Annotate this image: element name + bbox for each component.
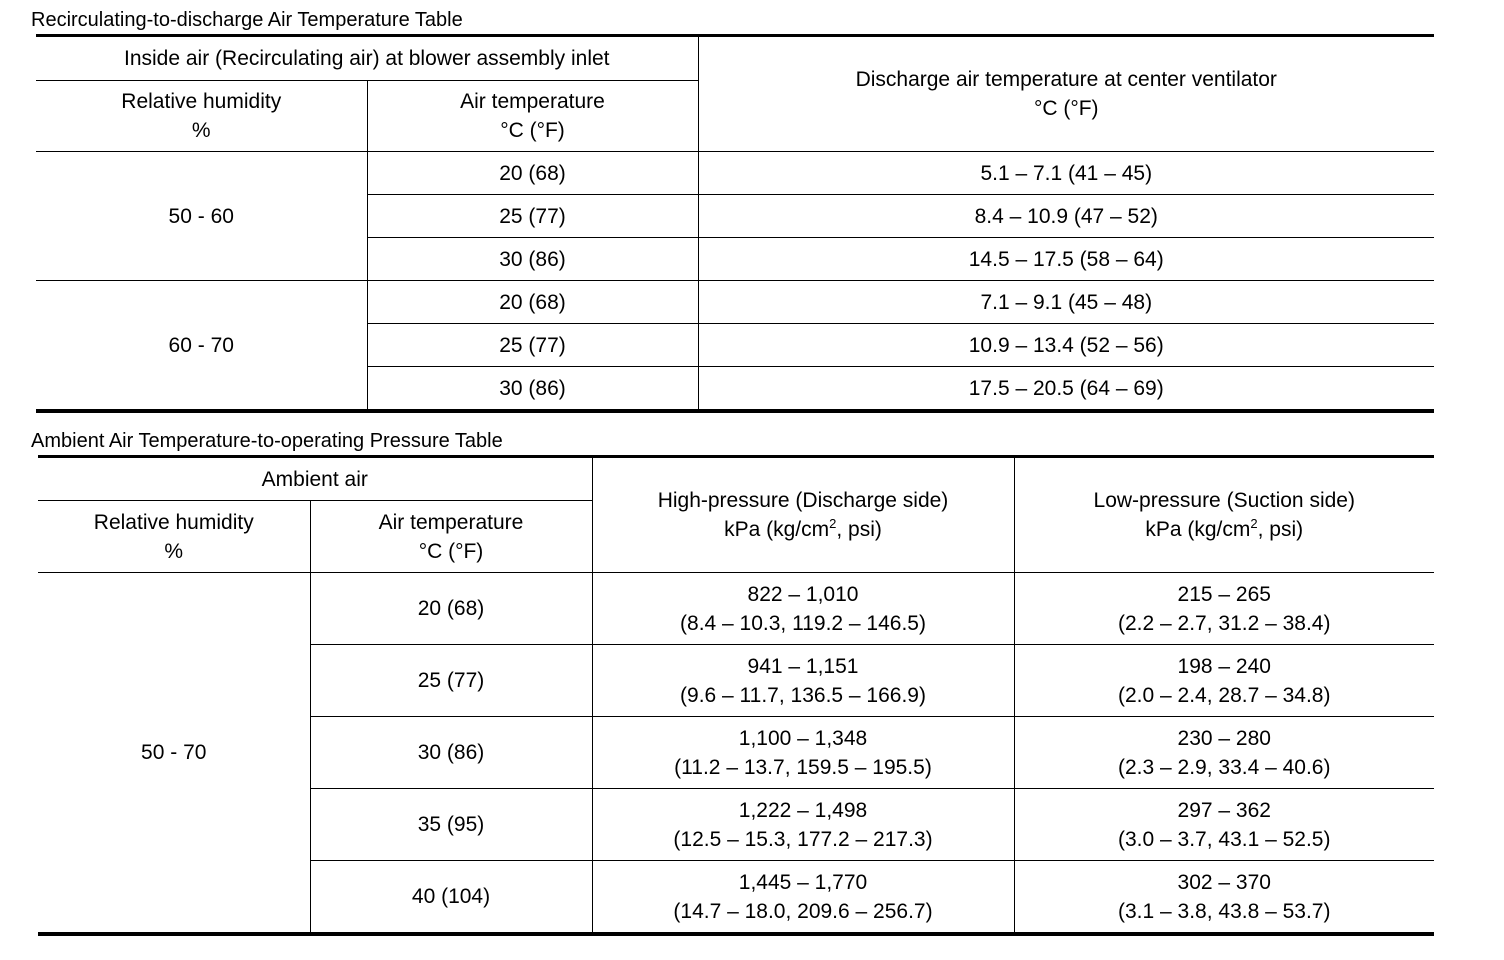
high-pressure-cell: 822 – 1,010 (8.4 – 10.3, 119.2 – 146.5)	[592, 573, 1014, 645]
rh-unit: %	[191, 119, 211, 142]
air-temp-cell: 30 (86)	[367, 367, 698, 412]
air-temp-cell: 20 (68)	[367, 281, 698, 324]
air-temp-cell: 30 (86)	[310, 717, 592, 789]
pressure-unit: kPa ($kg/cm^2$, psi)	[1145, 516, 1304, 541]
temp-unit: °C (°F)	[500, 119, 565, 142]
temp-unit: °C (°F)	[418, 539, 484, 563]
low-pressure-cell: 297 – 362 (3.0 – 3.7, 43.1 – 52.5)	[1014, 789, 1434, 861]
recirculating-discharge-temperature-table	[36, 34, 1434, 413]
discharge-cell: 7.1 – 9.1 (45 – 48)	[698, 281, 1434, 324]
low-pressure-header	[1014, 457, 1434, 573]
discharge-cell: 5.1 – 7.1 (41 – 45)	[698, 152, 1434, 195]
air-temp-cell: 30 (86)	[367, 238, 698, 281]
high-pressure-cell: 1,222 – 1,498 (12.5 – 15.3, 177.2 – 217.3)	[592, 789, 1014, 861]
table1-caption: Recirculating-to-discharge Air Temperature Table	[31, 9, 463, 31]
ambient-temperature-pressure-table	[38, 455, 1434, 936]
air-temp-cell: 25 (77)	[367, 195, 698, 238]
air-temp-cell: 40 (104)	[310, 861, 592, 935]
table2-temp-header	[310, 501, 592, 573]
discharge-cell: 17.5 – 20.5 (64 – 69)	[698, 367, 1434, 412]
table2-caption: Ambient Air Temperature-to-operating Pressure Table	[31, 430, 503, 452]
high-pressure-header	[592, 457, 1014, 573]
table1-temp-header	[367, 81, 698, 152]
table1-discharge-header	[698, 36, 1434, 152]
table-row	[36, 281, 1434, 324]
humidity-cell: 50 - 60	[36, 152, 367, 281]
table1-rh-header	[36, 81, 367, 152]
discharge-unit: °C (°F)	[1033, 97, 1099, 120]
temp-label: Air temperature	[378, 510, 524, 534]
pressure-unit: kPa ($kg/cm^2$, psi)	[724, 516, 882, 541]
discharge-cell: 14.5 – 17.5 (58 – 64)	[698, 238, 1434, 281]
air-temp-cell: 20 (68)	[310, 573, 592, 645]
high-pressure-cell: 1,445 – 1,770 (14.7 – 18.0, 209.6 – 256.7)	[592, 861, 1014, 935]
table2-group-header: Ambient air	[38, 457, 592, 501]
low-pressure-label: Low-pressure (Suction side)	[1093, 489, 1355, 512]
table1-group-header: Inside air (Recirculating air) at blower assembly inlet	[36, 36, 698, 81]
rh-label: Relative humidity	[121, 90, 282, 113]
rh-label: Relative humidity	[93, 510, 254, 534]
low-pressure-cell: 230 – 280 (2.3 – 2.9, 33.4 – 40.6)	[1014, 717, 1434, 789]
low-pressure-cell: 198 – 240 (2.0 – 2.4, 28.7 – 34.8)	[1014, 645, 1434, 717]
high-pressure-label: High-pressure (Discharge side)	[657, 489, 949, 512]
high-pressure-cell: 1,100 – 1,348 (11.2 – 13.7, 159.5 – 195.5)	[592, 717, 1014, 789]
air-temp-cell: 25 (77)	[310, 645, 592, 717]
discharge-cell: 8.4 – 10.9 (47 – 52)	[698, 195, 1434, 238]
humidity-cell: 50 - 70	[38, 573, 310, 935]
discharge-label: Discharge air temperature at center ventilator	[855, 68, 1277, 91]
air-temp-cell: 35 (95)	[310, 789, 592, 861]
humidity-cell: 60 - 70	[36, 281, 367, 412]
table-row	[36, 152, 1434, 195]
high-pressure-cell: 941 – 1,151 (9.6 – 11.7, 136.5 – 166.9)	[592, 645, 1014, 717]
air-temp-cell: 20 (68)	[367, 152, 698, 195]
table2-rh-header	[38, 501, 310, 573]
table-row	[38, 573, 1434, 645]
temp-label: Air temperature	[460, 90, 605, 113]
air-temp-cell: 25 (77)	[367, 324, 698, 367]
rh-unit: %	[164, 539, 184, 563]
discharge-cell: 10.9 – 13.4 (52 – 56)	[698, 324, 1434, 367]
low-pressure-cell: 215 – 265 (2.2 – 2.7, 31.2 – 38.4)	[1014, 573, 1434, 645]
low-pressure-cell: 302 – 370 (3.1 – 3.8, 43.8 – 53.7)	[1014, 861, 1434, 935]
